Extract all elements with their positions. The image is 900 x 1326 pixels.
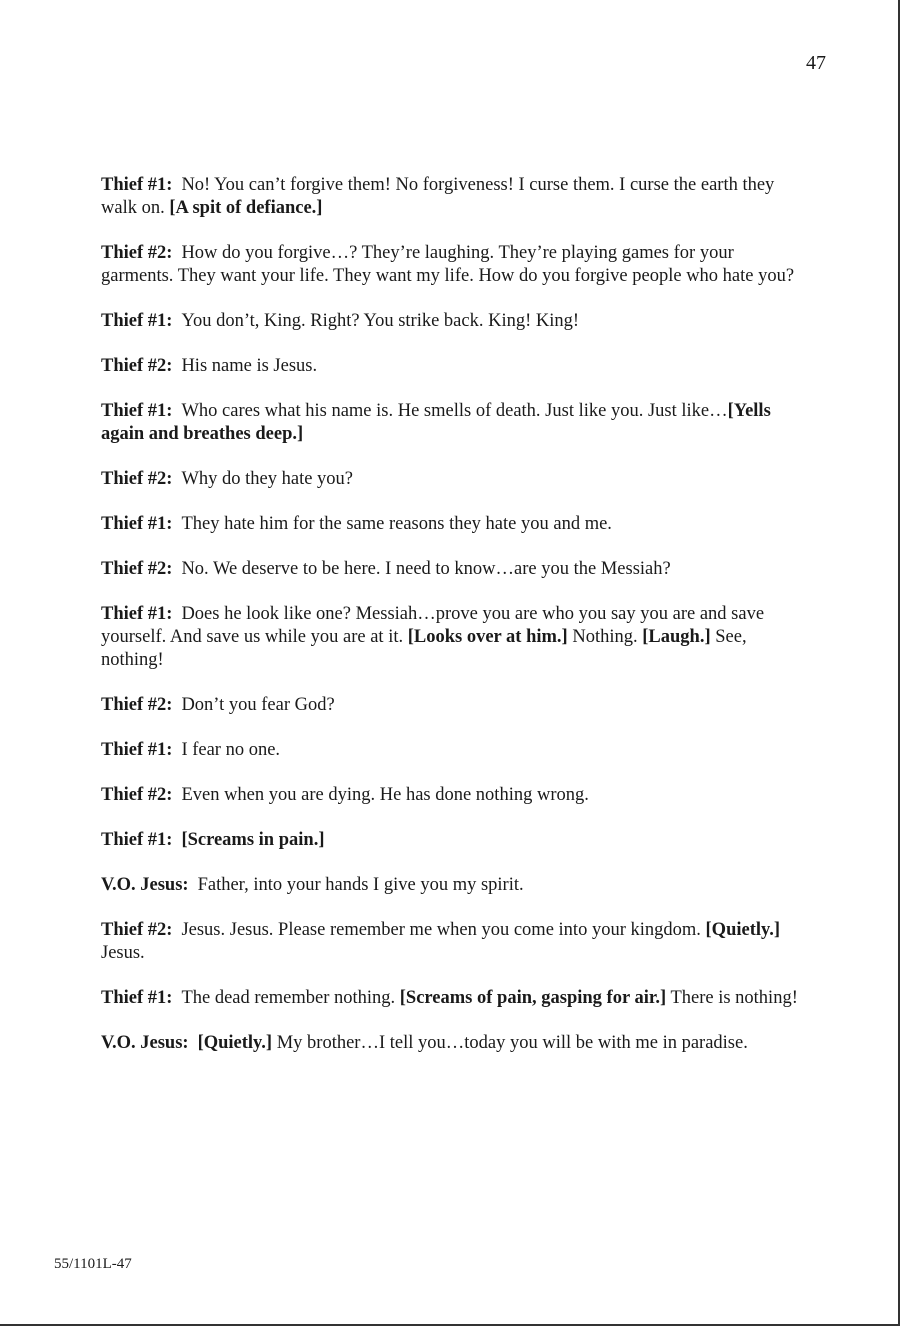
dialogue-line <box>101 558 801 581</box>
dialogue-text: Who cares what his name is. He smells of death. Just like you. Just like… <box>181 401 728 421</box>
dialogue-line <box>101 874 801 897</box>
stage-direction: [Quietly.] <box>197 1033 273 1053</box>
speaker-name: Thief #1: <box>101 401 173 421</box>
dialogue-line <box>101 355 801 378</box>
speaker-name: Thief #1: <box>101 175 173 195</box>
dialogue-text: Why do they hate you? <box>181 469 354 489</box>
stage-direction: [A spit of defiance.] <box>169 198 323 218</box>
stage-direction: [Laugh.] <box>642 627 711 647</box>
stage-direction: [Screams in pain.] <box>181 830 325 850</box>
dialogue-line <box>101 310 801 333</box>
dialogue-text: How do you forgive…? They’re laughing. They’re playing games for your garments. They want your life. They want my life. How do you forgive people who hate you? <box>101 243 795 286</box>
page-number: 47 <box>806 52 826 74</box>
speaker-name: Thief #2: <box>101 469 173 489</box>
script-body <box>101 174 801 1077</box>
dialogue-line <box>101 739 801 762</box>
dialogue-text: I fear no one. <box>181 740 281 760</box>
dialogue-text: Does he look like one? Messiah…prove you are who you say you are and save yourself. And save us while you are at it. <box>101 604 765 647</box>
speaker-name: Thief #1: <box>101 311 173 331</box>
speaker-name: Thief #1: <box>101 514 173 534</box>
speaker-name: Thief #2: <box>101 920 173 940</box>
speaker-name: Thief #2: <box>101 356 173 376</box>
stage-direction: [Looks over at him.] <box>407 627 568 647</box>
dialogue-line <box>101 468 801 491</box>
dialogue-line <box>101 784 801 807</box>
stage-direction: [Screams of pain, gasping for air.] <box>399 988 667 1008</box>
dialogue-line <box>101 242 801 288</box>
dialogue-text: No. We deserve to be here. I need to know…are you the Messiah? <box>181 559 671 579</box>
footer-code: 55/1101L-47 <box>54 1256 132 1272</box>
dialogue-line <box>101 400 801 446</box>
dialogue-text: Father, into your hands I give you my spirit. <box>197 875 524 895</box>
speaker-name: Thief #1: <box>101 604 173 624</box>
dialogue-text: They hate him for the same reasons they hate you and me. <box>181 514 612 534</box>
dialogue-line <box>101 603 801 672</box>
dialogue-text: Jesus. <box>101 943 145 963</box>
dialogue-text: Even when you are dying. He has done nothing wrong. <box>181 785 589 805</box>
speaker-name: Thief #1: <box>101 830 173 850</box>
speaker-name: Thief #2: <box>101 695 173 715</box>
dialogue-text: Jesus. Jesus. Please remember me when you come into your kingdom. <box>181 920 706 940</box>
stage-direction: [Yells again and breathes deep.] <box>101 401 771 444</box>
speaker-name: Thief #2: <box>101 243 173 263</box>
dialogue-text: Nothing. <box>567 627 643 647</box>
dialogue-text: The dead remember nothing. <box>181 988 400 1008</box>
dialogue-text: See, nothing! <box>101 627 747 670</box>
dialogue-text: You don’t, King. Right? You strike back. King! King! <box>181 311 580 331</box>
dialogue-line <box>101 919 801 965</box>
speaker-name: V.O. Jesus: <box>101 875 189 895</box>
dialogue-line <box>101 987 801 1010</box>
dialogue-line <box>101 1032 801 1055</box>
dialogue-text: His name is Jesus. <box>181 356 318 376</box>
speaker-name: Thief #2: <box>101 785 173 805</box>
dialogue-text: My brother…I tell you…today you will be with me in paradise. <box>272 1033 748 1053</box>
dialogue-text: Don’t you fear God? <box>181 695 335 715</box>
stage-direction: [Quietly.] <box>705 920 781 940</box>
dialogue-text: There is nothing! <box>666 988 798 1008</box>
dialogue-text: No! You can’t forgive them! No forgiveness! I curse them. I curse the earth they walk on. <box>101 175 775 218</box>
dialogue-line <box>101 174 801 220</box>
dialogue-line <box>101 694 801 717</box>
speaker-name: Thief #1: <box>101 988 173 1008</box>
dialogue-line <box>101 513 801 536</box>
dialogue-line <box>101 829 801 852</box>
speaker-name: Thief #2: <box>101 559 173 579</box>
speaker-name: V.O. Jesus: <box>101 1033 189 1053</box>
speaker-name: Thief #1: <box>101 740 173 760</box>
